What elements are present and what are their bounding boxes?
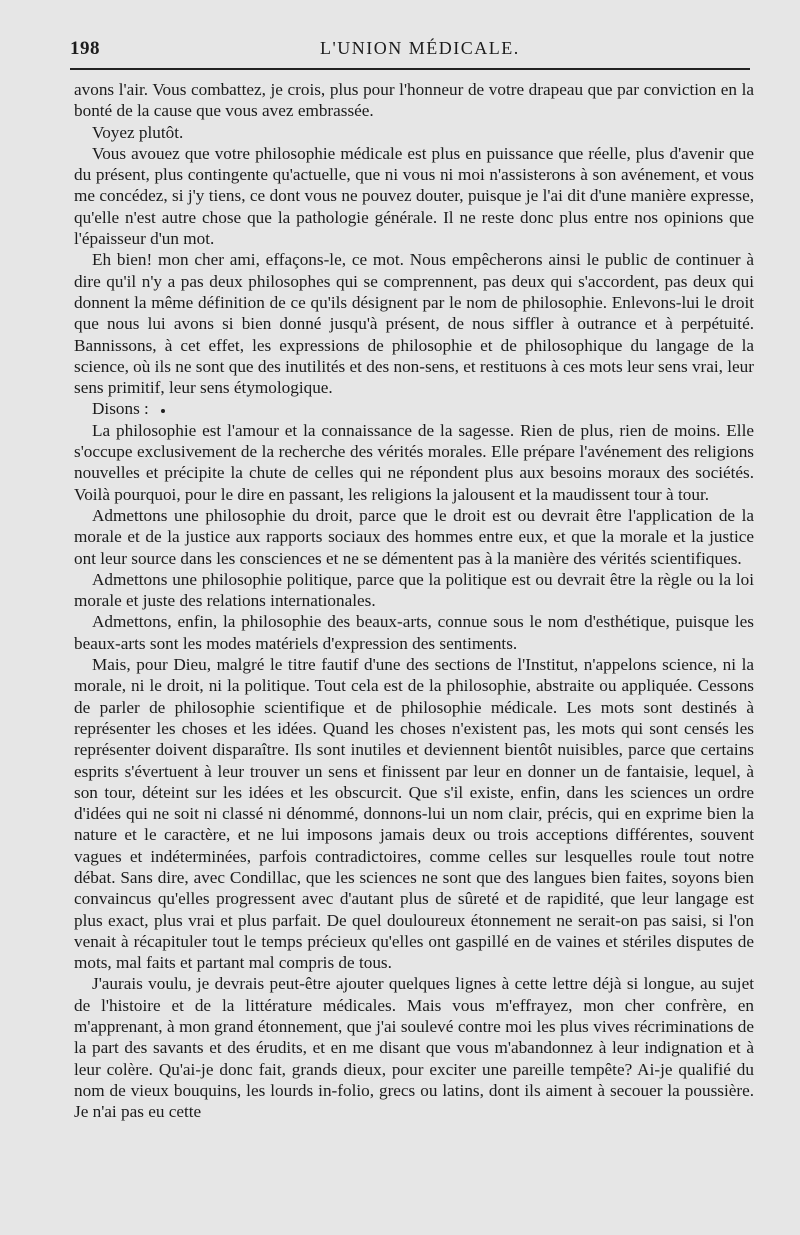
- paragraph: Vous avouez que votre philosophie médicale est plus en puissance que réelle, plus d'avenir que du présent, plus contingente qu'actuelle, que ni vous ni moi n'assisterons à son avénement, et vous me concédez, si j'y tiens, ce dont vous ne pouvez douter, puisque je l'ai dit d'une manière expresse, qu'elle n'est autre chose que la pathologie générale. Il ne reste donc plus entre nos opinions que l'épaisseur d'un mot.: [74, 143, 754, 249]
- paragraph-continuation: avons l'air. Vous combattez, je crois, plus pour l'honneur de votre drapeau que par conviction en la bonté de la cause que vous avez embrassée.: [74, 80, 754, 121]
- paragraph: Eh bien! mon cher ami, effaçons-le, ce mot. Nous empêcherons ainsi le public de continuer à dire qu'il n'y a pas deux philosophes qui se comprennent, pas deux qui s'accordent, pas deux qui donnent la même définition de ce qu'ils désignent par le nom de philosophie. Enlevons-lui le droit que nous lui avons si bien donné jusqu'à présent, de nous siffler à outrance et à perpétuité. Bannissons, à cet effet, les expressions de philosophie et de philosophique du langage de la science, où ils ne sont que des inutilités et des non-sens, et restituons à ces mots leur sens vrai, leur sens primitif, leur sens étymologique.: [74, 250, 754, 398]
- running-head: L'UNION MÉDICALE.: [320, 38, 520, 58]
- paragraph: J'aurais voulu, je devrais peut-être ajouter quelques lignes à cette lettre déjà si longue, au sujet de l'histoire et de la littérature médicales. Mais vous m'effrayez, mon cher confrère, en m'apprenant, à mon grand étonnement, que j'ai soulevé contre moi les plus vives récriminations de la part des savants et des érudits, et en me disant que vous m'abandonnez à leur indignation et à leur colère. Qu'ai-je donc fait, grands dieux, pour exciter une pareille tempête? Ai-je qualifié du nom de vieux bouquins, les lourds in-folio, grecs ou latins, dont ils aiment à secouer la poussière. Je n'ai pas eu cette: [74, 974, 754, 1122]
- dot-mark: [161, 409, 165, 413]
- paragraph: Voyez plutôt.: [92, 122, 184, 142]
- paragraph-text: Disons :: [92, 399, 149, 419]
- paragraph: La philosophie est l'amour et la connaissance de la sagesse. Rien de plus, rien de moins. Elle s'occupe exclusivement de la recherche des vérités morales. Elle prépare l'avénement des religions nouvelles et précipite la chute de celles qui ne répondent plus aux besoins moraux des sociétés. Voilà pourquoi, pour le dire en passant, les religions la jalousent et la maudissent tour à tour.: [74, 420, 754, 504]
- paragraph: Admettons une philosophie du droit, parce que le droit est ou devrait être l'application de la morale et de la justice aux rapports sociaux des hommes entre eux, et que la morale et la justice ont leur source dans les consciences et ne se démentent pas à la manière des vérités scientifiques.: [74, 505, 754, 568]
- paragraph: Admettons, enfin, la philosophie des beaux-arts, connue sous le nom d'esthétique, puisque les beaux-arts sont les modes matériels d'expression des sentiments.: [74, 612, 754, 653]
- body-text: [74, 79, 754, 1123]
- header-rule: [70, 68, 750, 70]
- page-number: 198: [70, 38, 100, 59]
- paragraph-disons: [74, 398, 754, 419]
- paragraph: Admettons une philosophie politique, parce que la politique est ou devrait être la règle ou la loi morale et juste des relations internationales.: [74, 569, 754, 611]
- page-header: [70, 38, 750, 66]
- paragraph: Mais, pour Dieu, malgré le titre fautif d'une des sections de l'Institut, n'appelons science, ni la morale, ni le droit, ni la politique. Tout cela est de la philosophie, abstraite ou appliquée. Cessons de parler de philosophie scientifique et de philosophie médicale. Les mots sont destinés à représenter les choses et les idées. Quand les choses n'existent pas, les mots qui sont censés les représenter doivent disparaître. Ils sont inutiles et deviennent bientôt nuisibles, parce que certains esprits s'évertuent à leur trouver un sens et finissent par leur en donner un de fantaisie, lequel, à son tour, déteint sur les idées et les obscurcit. Que s'il existe, enfin, dans les sciences un ordre d'idées qui ne soit ni classé ni dénommé, donnons-lui un nom clair, précis, qui en exprime bien la nature et le caractère, et ne lui imposons jamais deux ou trois acceptions différentes, souvent vagues et indéterminées, parfois contradictoires, comme celles sur lesquelles roule tout notre débat. Sans dire, avec Condillac, que les sciences ne sont que des langues bien faites, soyons bien convaincus qu'elles progressent avec d'autant plus de sûreté et de rapidité, que leur langage est plus exact, plus vrai et plus parfait. De quel douloureux étonnement ne serait-on pas saisi, si l'on venait à récapituler tout le temps précieux qu'elles ont gaspillé en de vaines et stériles disputes de mots, mal faits et partant mal compris de tous.: [74, 655, 754, 973]
